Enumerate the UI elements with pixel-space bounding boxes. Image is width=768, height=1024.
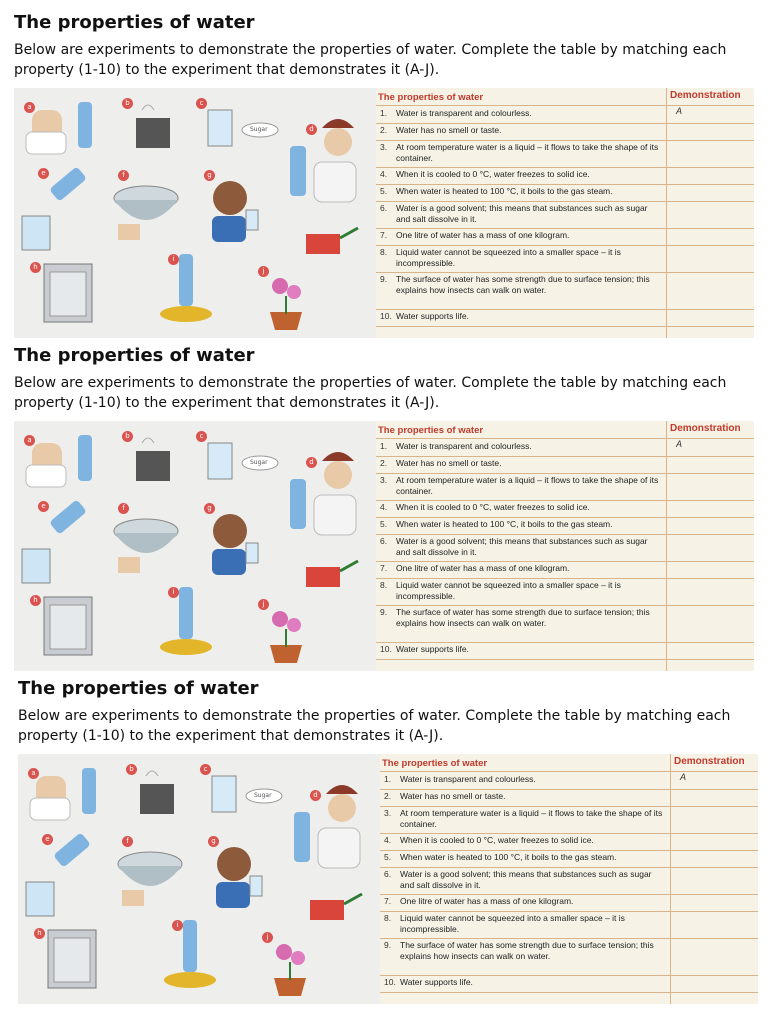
flower-icon (272, 611, 288, 627)
scale-icon (160, 639, 212, 655)
table-row (380, 806, 758, 834)
flower-icon (276, 944, 292, 960)
experiments-illustration (18, 754, 380, 1004)
label-e: e (42, 834, 53, 845)
label-e: e (38, 168, 49, 179)
table-row (380, 833, 758, 851)
girl-head (324, 461, 352, 489)
property-number: 8. (380, 580, 388, 590)
property-number: 2. (384, 791, 392, 801)
label-e: e (38, 501, 49, 512)
flower-pot-icon (270, 312, 302, 330)
label-a: a (24, 102, 35, 113)
experiments-drawing (14, 421, 376, 671)
boy-head (213, 514, 247, 548)
worksheet-photo (14, 88, 754, 338)
property-text: Water is transparent and colourless. (396, 441, 532, 451)
label-h: h (34, 928, 45, 939)
property-number: 4. (380, 502, 388, 512)
property-text: Water is a good solvent; this means that substances such as sugar and salt dissolve in it. (400, 869, 652, 890)
watering-can-icon (306, 234, 340, 254)
property-text: The surface of water has some strength due to surface tension; this explains how insects can walk on water. (396, 274, 650, 295)
property-number: 10. (380, 311, 392, 321)
property-number: 5. (384, 852, 392, 862)
boy-shirt (212, 216, 246, 242)
table-row (376, 473, 754, 501)
property-number: 2. (380, 458, 388, 468)
instructions-text: Below are experiments to demonstrate the properties of water. Complete the table by matching each property (1-10) to the experiment that demonstrates it (A-J). (14, 42, 727, 78)
jug-icon (22, 216, 50, 250)
hand-icon (118, 557, 140, 573)
watering-can-icon (306, 567, 340, 587)
label-c: c (196, 98, 207, 109)
experiments-illustration (14, 88, 376, 338)
property-number: 1. (380, 441, 388, 451)
experiments-drawing (18, 754, 380, 1004)
table-header-demonstration: Demonstration (670, 423, 741, 434)
scale-icon (164, 972, 216, 988)
lab-coat (30, 798, 70, 820)
table-row (376, 561, 754, 579)
instructions-text: Below are experiments to demonstrate the properties of water. Complete the table by matching each property (1-10) to the experiment that demonstrates it (A-J). (14, 375, 727, 411)
table-row (376, 309, 754, 327)
table-row (376, 578, 754, 606)
property-number: 2. (380, 125, 388, 135)
kettle-icon (136, 118, 170, 148)
girl-hair (322, 452, 354, 461)
worksheet-photo (18, 754, 758, 1004)
label-b: b (126, 764, 137, 775)
table-row (376, 123, 754, 141)
property-text: Water is a good solvent; this means that substances such as sugar and salt dissolve in it. (396, 536, 648, 557)
property-number: 1. (384, 774, 392, 784)
label-i: i (168, 254, 179, 265)
scale-icon (160, 306, 212, 322)
label-b: b (122, 431, 133, 442)
property-text: When water is heated to 100 °C, it boils to the gas steam. (400, 852, 617, 862)
flower-icon (272, 278, 288, 294)
pouring-bottle-icon (53, 832, 91, 867)
label-a: a (24, 435, 35, 446)
girl-hair (326, 785, 358, 794)
property-number: 3. (384, 808, 392, 818)
boy-head (217, 847, 251, 881)
table-header-property: The properties of water (378, 92, 484, 103)
table-row (376, 106, 754, 124)
property-number: 8. (380, 247, 388, 257)
property-number: 3. (380, 475, 388, 485)
table-header-demonstration: Demonstration (674, 756, 745, 767)
table-row (376, 517, 754, 535)
label-j: j (258, 266, 269, 277)
label-j: j (262, 932, 273, 943)
property-text: At room temperature water is a liquid – it flows to take the shape of its container. (396, 142, 659, 163)
table-header-demonstration: Demonstration (670, 90, 741, 101)
property-text: Water has no smell or taste. (400, 791, 506, 801)
property-text: One litre of water has a mass of one kilogram. (396, 230, 570, 240)
water-bottle-icon (78, 102, 92, 148)
lab-coat (26, 132, 66, 154)
property-number: 5. (380, 186, 388, 196)
girl-hair (322, 119, 354, 128)
boy-shirt (216, 882, 250, 908)
bottle-on-scale-icon (179, 254, 193, 306)
worksheet-photo (14, 421, 754, 671)
kettle-icon (140, 784, 174, 814)
hand-icon (122, 890, 144, 906)
table-header-property: The properties of water (378, 425, 484, 436)
property-number: 9. (384, 940, 392, 950)
property-number: 8. (384, 913, 392, 923)
property-text: Liquid water cannot be squeezed into a smaller space – it is incompressible. (396, 580, 621, 601)
sugar-label: Sugar (250, 459, 268, 466)
label-i: i (172, 920, 183, 931)
property-text: At room temperature water is a liquid – it flows to take the shape of its container. (400, 808, 663, 829)
lab-coat (26, 465, 66, 487)
label-g: g (208, 836, 219, 847)
page-title: The properties of water (14, 12, 255, 33)
glass-icon (208, 110, 232, 146)
property-text: Water supports life. (400, 977, 473, 987)
property-number: 4. (380, 169, 388, 179)
property-number: 3. (380, 142, 388, 152)
table-row (376, 605, 754, 643)
label-f: f (118, 503, 129, 514)
property-text: The surface of water has some strength due to surface tension; this explains how insects can walk on water. (400, 940, 654, 961)
bottle-on-scale-icon (179, 587, 193, 639)
property-text: Water is transparent and colourless. (396, 108, 532, 118)
property-number: 6. (380, 203, 388, 213)
steam-icon (146, 771, 158, 776)
table-row (380, 850, 758, 868)
property-text: When water is heated to 100 °C, it boils to the gas steam. (396, 186, 613, 196)
label-g: g (204, 170, 215, 181)
property-number: 7. (380, 230, 388, 240)
property-number: 9. (380, 274, 388, 284)
flower-pot-icon (274, 978, 306, 996)
girl-head (324, 128, 352, 156)
table-row (376, 140, 754, 168)
steam-icon (142, 438, 154, 443)
sugar-label: Sugar (250, 126, 268, 133)
property-text: When it is cooled to 0 °C, water freezes to solid ice. (400, 835, 594, 845)
page-title: The properties of water (14, 345, 255, 366)
table-row (376, 245, 754, 273)
table-row (376, 439, 754, 457)
bottle-icon (290, 479, 306, 529)
jug-icon (22, 549, 50, 583)
bottle-on-scale-icon (183, 920, 197, 972)
label-d: d (306, 457, 317, 468)
table-row (376, 184, 754, 202)
table-header-property: The properties of water (382, 758, 488, 769)
table-row (376, 534, 754, 562)
property-number: 10. (384, 977, 396, 987)
label-a: a (28, 768, 39, 779)
hand-icon (118, 224, 140, 240)
water-bottle-icon (78, 435, 92, 481)
table-row (376, 500, 754, 518)
experiments-drawing (14, 88, 376, 338)
table-row (376, 167, 754, 185)
bottle-icon (294, 812, 310, 862)
label-b: b (122, 98, 133, 109)
label-d: d (306, 124, 317, 135)
property-text: When it is cooled to 0 °C, water freezes to solid ice. (396, 502, 590, 512)
table-row (380, 789, 758, 807)
kettle-icon (136, 451, 170, 481)
property-text: One litre of water has a mass of one kilogram. (400, 896, 574, 906)
label-f: f (122, 836, 133, 847)
property-text: Water has no smell or taste. (396, 125, 502, 135)
property-number: 5. (380, 519, 388, 529)
label-d: d (310, 790, 321, 801)
instructions-text: Below are experiments to demonstrate the properties of water. Complete the table by matching each property (1-10) to the experiment that demonstrates it (A-J). (18, 708, 731, 744)
property-text: Liquid water cannot be squeezed into a smaller space – it is incompressible. (396, 247, 621, 268)
properties-table (376, 88, 754, 338)
table-row (380, 772, 758, 790)
label-j: j (258, 599, 269, 610)
bottle-icon (290, 146, 306, 196)
table-row (376, 201, 754, 229)
flower-pot-icon (270, 645, 302, 663)
glass-icon (208, 443, 232, 479)
property-text: When it is cooled to 0 °C, water freezes to solid ice. (396, 169, 590, 179)
table-row (376, 456, 754, 474)
table-row (380, 938, 758, 976)
table-row (376, 228, 754, 246)
label-c: c (196, 431, 207, 442)
table-row (380, 911, 758, 939)
properties-table (376, 421, 754, 671)
boy-head (213, 181, 247, 215)
demonstration-answer-cell[interactable]: A (676, 106, 683, 116)
property-text: At room temperature water is a liquid – it flows to take the shape of its container. (396, 475, 659, 496)
girl-head (328, 794, 356, 822)
property-number: 6. (380, 536, 388, 546)
property-text: Water has no smell or taste. (396, 458, 502, 468)
jug-icon (26, 882, 54, 916)
watering-can-icon (310, 900, 344, 920)
experiments-illustration (14, 421, 376, 671)
label-i: i (168, 587, 179, 598)
label-g: g (204, 503, 215, 514)
demonstration-answer-cell[interactable]: A (680, 772, 687, 782)
property-text: When water is heated to 100 °C, it boils to the gas steam. (396, 519, 613, 529)
property-text: Liquid water cannot be squeezed into a smaller space – it is incompressible. (400, 913, 625, 934)
property-text: Water is a good solvent; this means that substances such as sugar and salt dissolve in it. (396, 203, 648, 224)
boy-shirt (212, 549, 246, 575)
property-number: 10. (380, 644, 392, 654)
glass-icon (212, 776, 236, 812)
demonstration-answer-cell[interactable]: A (676, 439, 683, 449)
property-text: Water is transparent and colourless. (400, 774, 536, 784)
label-f: f (118, 170, 129, 181)
property-number: 4. (384, 835, 392, 845)
property-number: 7. (384, 896, 392, 906)
table-row (380, 867, 758, 895)
steam-icon (142, 105, 154, 110)
label-h: h (30, 262, 41, 273)
page-title: The properties of water (18, 678, 259, 699)
property-text: Water supports life. (396, 644, 469, 654)
pouring-bottle-icon (49, 166, 87, 201)
property-number: 1. (380, 108, 388, 118)
property-number: 7. (380, 563, 388, 573)
property-text: One litre of water has a mass of one kilogram. (396, 563, 570, 573)
water-bottle-icon (82, 768, 96, 814)
table-row (376, 272, 754, 310)
table-row (376, 642, 754, 660)
property-text: Water supports life. (396, 311, 469, 321)
property-number: 6. (384, 869, 392, 879)
label-h: h (30, 595, 41, 606)
sugar-label: Sugar (254, 792, 272, 799)
table-row (380, 894, 758, 912)
properties-table (380, 754, 758, 1004)
property-number: 9. (380, 607, 388, 617)
label-c: c (200, 764, 211, 775)
property-text: The surface of water has some strength due to surface tension; this explains how insects can walk on water. (396, 607, 650, 628)
table-row (380, 975, 758, 993)
pouring-bottle-icon (49, 499, 87, 534)
